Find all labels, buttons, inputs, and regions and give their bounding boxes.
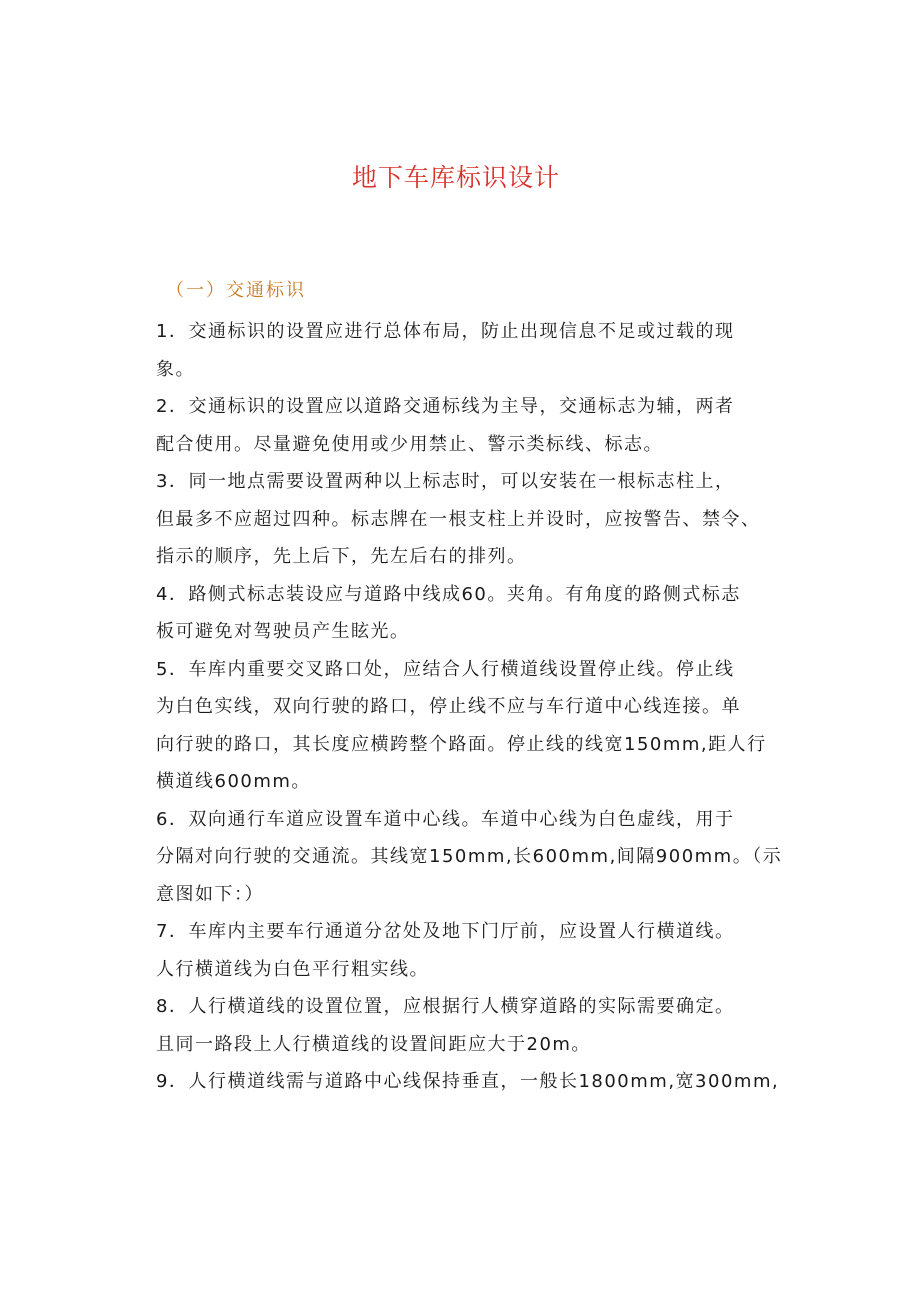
text-line: 人行横道线为白色平行粗实线。 bbox=[156, 958, 429, 980]
text-line: 但最多不应超过四种。标志牌在一根支柱上并设时，应按警告、禁令、 bbox=[156, 508, 761, 530]
text-line: 5．车库内重要交叉路口处，应结合人行横道线设置停止线。停止线 bbox=[156, 658, 735, 680]
text-line: 分隔对向行驶的交通流。其线宽150mm,长600mm,间隔900mm。（示 bbox=[156, 846, 783, 867]
text-line: 象。 bbox=[156, 358, 195, 380]
text-line: 指示的顺序，先上后下，先左后右的排列。 bbox=[156, 546, 527, 567]
text-line: 3．同一地点需要设置两种以上标志时，可以安装在一根标志柱上， bbox=[156, 471, 735, 492]
text-line: 意图如下：） bbox=[156, 883, 264, 905]
text-line: 7．车库内主要车行通道分岔处及地下门厅前，应设置人行横道线。 bbox=[156, 921, 735, 942]
text-line: 4．路侧式标志装设应与道路中线成60。夹角。有角度的路侧式标志 bbox=[156, 583, 741, 605]
text-line: 9．人行横道线需与道路中心线保持垂直，一般长1800mm,宽300mm, bbox=[156, 1071, 780, 1092]
text-line: 配合使用。尽量避免使用或少用禁止、警示类标线、标志。 bbox=[156, 433, 663, 455]
text-line: 2．交通标识的设置应以道路交通标线为主导，交通标志为辅，两者 bbox=[156, 396, 735, 417]
text-line: 1．交通标识的设置应进行总体布局，防止出现信息不足或过载的现 bbox=[156, 321, 735, 342]
text-line: 且同一路段上人行横道线的设置间距应大于20m。 bbox=[156, 1033, 591, 1055]
document-title: 地下车库标识设计 bbox=[351, 163, 560, 192]
text-line: 为白色实线，双向行驶的路口，停止线不应与车行道中心线连接。单 bbox=[156, 696, 741, 717]
section-heading: （一）交通标识 bbox=[166, 280, 306, 301]
text-line: 6．双向通行车道应设置车道中心线。车道中心线为白色虚线，用于 bbox=[156, 808, 735, 830]
text-line: 8．人行横道线的设置位置，应根据行人横穿道路的实际需要确定。 bbox=[156, 996, 735, 1017]
text-line: 横道线600mm。 bbox=[156, 771, 311, 792]
text-line: 向行驶的路口，其长度应横跨整个路面。停止线的线宽150mm,距人行 bbox=[156, 733, 767, 755]
body-text bbox=[156, 313, 783, 1101]
text-line: 板可避免对驾驶员产生眩光。 bbox=[156, 621, 410, 642]
